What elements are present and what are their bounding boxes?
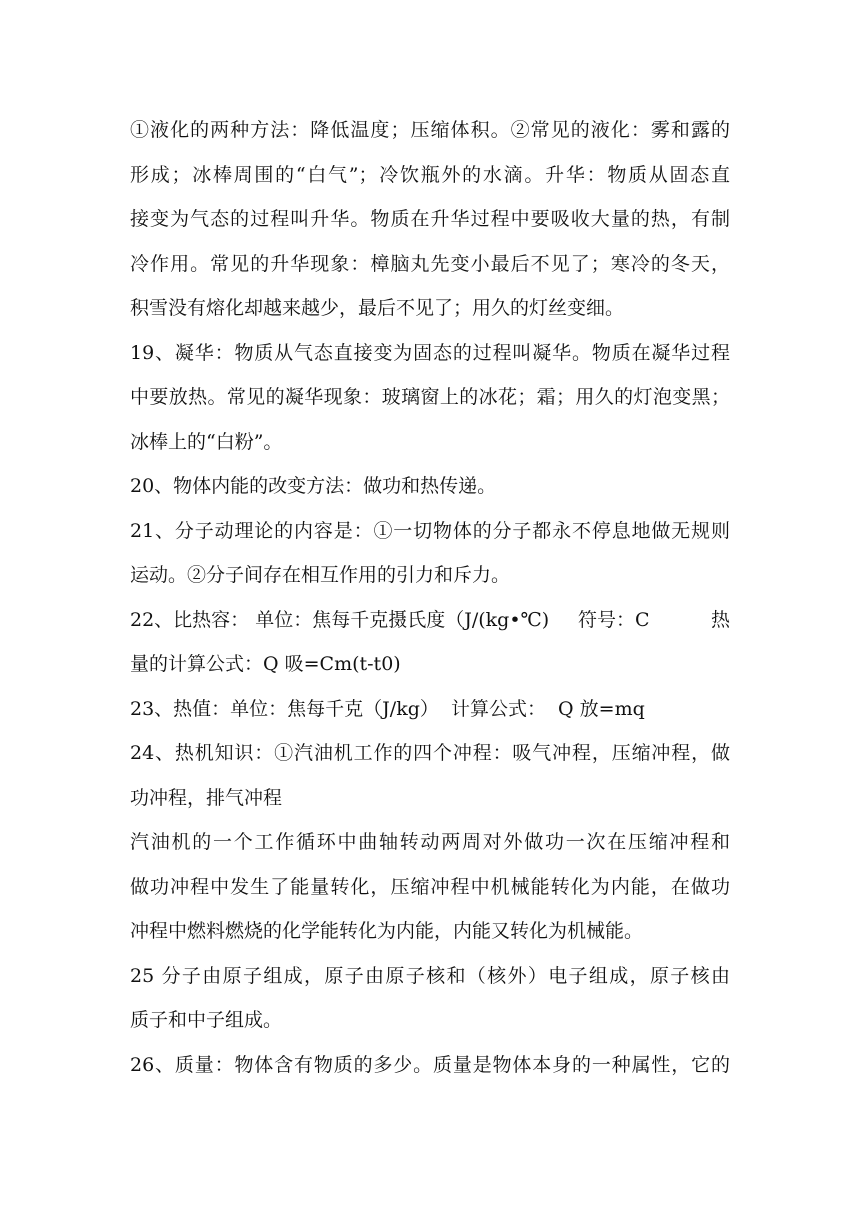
text-line: 26、质量：物体含有物质的多少。质量是物体本身的一种属性，它的 bbox=[130, 1053, 730, 1076]
text-line: 23、热值：单位：焦每千克（J/kg） 计算公式： Q 放=mq bbox=[130, 697, 645, 720]
text-line: ①液化的两种方法：降低温度；压缩体积。②常见的液化：雾和露的 bbox=[130, 119, 730, 141]
text-line: 冰棒上的“白粉”。 bbox=[130, 430, 283, 453]
paragraph-liquefaction bbox=[130, 108, 730, 331]
text-line: 25 分子由原子组成，原子由原子核和（核外）电子组成，原子核由 bbox=[130, 964, 730, 987]
specific-heat-unit: 22、比热容： 单位：焦每千克摄氏度（J/(kg•℃) bbox=[130, 608, 550, 631]
paragraph-20-internal-energy bbox=[130, 464, 730, 509]
paragraph-26-mass bbox=[130, 1043, 730, 1088]
text-line: 冲程中燃料燃烧的化学能转化为内能，内能又转化为机械能。 bbox=[130, 920, 644, 942]
text-line: 20、物体内能的改变方法：做功和热传递。 bbox=[130, 475, 497, 497]
paragraph-25-atom-structure bbox=[130, 954, 730, 1043]
text-line: 形成；冰棒周围的“白气”；冷饮瓶外的水滴。升华：物质从固态直 bbox=[130, 163, 730, 186]
paragraph-21-molecular-theory bbox=[130, 509, 730, 598]
text-line: 运动。②分子间存在相互作用的引力和斥力。 bbox=[130, 564, 511, 586]
paragraph-23-heat-value bbox=[130, 687, 730, 732]
text-line: 功冲程，排气冲程 bbox=[130, 786, 283, 809]
document-body bbox=[130, 108, 730, 1087]
text-line: 接变为气态的过程叫升华。物质在升华过程中要吸收大量的热，有制 bbox=[130, 208, 730, 230]
paragraph-19-deposition bbox=[130, 331, 730, 465]
text-line: 量的计算公式：Q 吸=Cm(t-t0) bbox=[130, 653, 401, 675]
heat-formula-start: 热 bbox=[710, 608, 730, 631]
text-line bbox=[130, 598, 730, 643]
paragraph-24-gasoline-cycle bbox=[130, 820, 730, 954]
text-line: 汽油机的一个工作循环中曲轴转动两周对外做功一次在压缩冲程和 bbox=[130, 831, 730, 853]
paragraph-24-heat-engine bbox=[130, 731, 730, 820]
text-line: 积雪没有熔化却越来越少，最后不见了；用久的灯丝变细。 bbox=[130, 297, 625, 319]
specific-heat-symbol: 符号：C bbox=[578, 608, 650, 631]
text-line: 做功冲程中发生了能量转化，压缩冲程中机械能转化为内能，在做功 bbox=[130, 875, 730, 898]
text-line: 24、热机知识：①汽油机工作的四个冲程：吸气冲程，压缩冲程，做 bbox=[130, 742, 730, 764]
text-line: 中要放热。常见的凝华现象：玻璃窗上的冰花；霜；用久的灯泡变黑； bbox=[130, 386, 730, 408]
text-line: 冷作用。常见的升华现象：樟脑丸先变小最后不见了；寒冷的冬天， bbox=[130, 252, 730, 275]
text-line: 19、凝华：物质从气态直接变为固态的过程叫凝华。物质在凝华过程 bbox=[130, 341, 730, 364]
text-line: 质子和中子组成。 bbox=[130, 1009, 283, 1031]
paragraph-22-specific-heat bbox=[130, 598, 730, 687]
text-line: 21、分子动理论的内容是：①一切物体的分子都永不停息地做无规则 bbox=[130, 519, 730, 542]
